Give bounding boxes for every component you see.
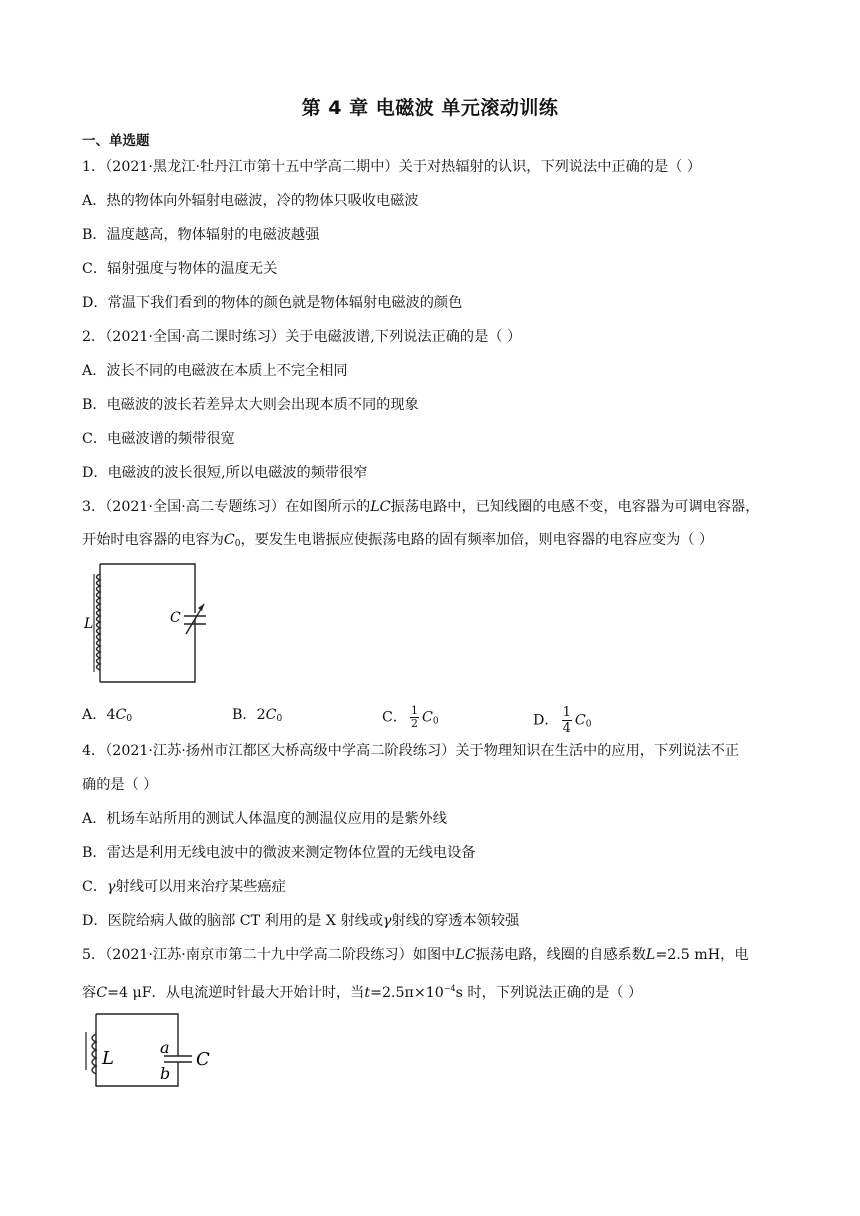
- q4-option-d: [82, 911, 519, 931]
- q3-text: 3．（2021·全国·高二专题练习）在如图所示的: [82, 499, 371, 515]
- q2-option-a: A．波长不同的电磁波在本质上不完全相同: [82, 363, 348, 379]
- option-fraction: [562, 705, 572, 736]
- q4-text: C．: [82, 879, 108, 895]
- q5-t: t: [364, 985, 371, 1001]
- option-label: D．: [533, 712, 559, 729]
- q2-option-b: B．电磁波的波长若差异太大则会出现本质不同的现象: [82, 397, 419, 413]
- q3-lc: LC: [370, 499, 391, 515]
- q5-lc: LC: [455, 947, 476, 963]
- q1-option-b: B．温度越高，物体辐射的电磁波越强: [82, 227, 320, 243]
- q3-stem-line1: [82, 497, 759, 517]
- q3-c: C: [223, 532, 235, 548]
- option-label: A．: [82, 707, 107, 723]
- q4-option-c: [82, 877, 286, 897]
- q4-text: 射线可以用来治疗某些癌症: [115, 879, 286, 895]
- q5-text: 振荡电路，线圈的自感系数: [475, 947, 646, 963]
- q3-c-sub: 0: [234, 539, 241, 549]
- option-coef: 2: [256, 707, 266, 723]
- option-sub: 0: [276, 714, 283, 724]
- q3-option-a: [82, 705, 132, 729]
- q3-option-b: [232, 705, 282, 729]
- fraction-den: 4: [562, 721, 571, 736]
- q5-circuit-figure: [80, 1010, 220, 1090]
- q3-text: 开始时电容器的电容为: [82, 532, 224, 548]
- q4-option-a: A．机场车站所用的测试人体温度的测温仪应用的是紫外线: [82, 811, 447, 827]
- option-var: C: [265, 707, 277, 723]
- q3-text: ，要发生电谐振应使振荡电路的固有频率加倍，则电容器的电容应变为（ ）: [240, 532, 714, 548]
- q5-stem-line1: [82, 945, 749, 965]
- q3-stem-line2: [82, 530, 713, 554]
- arrow-head: [198, 604, 204, 611]
- fraction-den: 2: [411, 717, 419, 730]
- q4-text: D．医院给病人做的脑部 CT 利用的是 X 射线或: [82, 913, 384, 929]
- q1-option-d: D．常温下我们看到的物体的颜色就是物体辐射电磁波的颜色: [82, 295, 463, 311]
- option-label: B．: [232, 707, 257, 723]
- gamma-symbol: γ: [107, 879, 116, 895]
- option-coef: 4: [106, 707, 116, 723]
- q1-option-a: A．热的物体向外辐射电磁波，冷的物体只吸收电磁波: [82, 193, 419, 209]
- q4-text: 射线的穿透本领较强: [391, 913, 520, 929]
- q3-text: 振荡电路中，已知线圈的电感不变，电容器为可调电容器，: [390, 499, 760, 515]
- q2-stem: 2．（2021·全国·高二课时练习）关于电磁波谱,下列说法正确的是（ ）: [82, 329, 522, 345]
- option-var: C: [574, 712, 586, 729]
- option-fraction: [410, 705, 419, 730]
- fraction-num: 1: [411, 704, 419, 717]
- option-label: C．: [382, 709, 408, 726]
- option-var: C: [422, 709, 433, 726]
- q4-stem-line2: 确的是（ ）: [82, 777, 158, 793]
- option-var: C: [115, 707, 127, 723]
- q5-exponent: −4: [443, 984, 456, 993]
- label-c: C: [196, 1049, 210, 1070]
- q3-option-c: [382, 705, 439, 732]
- q5-text: 5．（2021·江苏·南京市第二十九中学高二阶段练习）如图中: [82, 947, 456, 963]
- fraction-num: 1: [562, 705, 571, 720]
- q4-option-b: B．雷达是利用无线电波中的微波来测定物体位置的无线电设备: [82, 845, 476, 861]
- label-c: C: [170, 610, 181, 626]
- q5-c: C: [96, 985, 108, 1001]
- option-sub: 0: [432, 716, 439, 727]
- q1-option-c: C．辐射强度与物体的温度无关: [82, 261, 278, 277]
- q3-option-d: [533, 705, 591, 736]
- q5-text: =4 μF．从电流逆时针最大开始计时，当: [107, 985, 365, 1001]
- label-a: a: [160, 1038, 170, 1057]
- q5-text: 容: [82, 985, 97, 1001]
- option-sub: 0: [585, 719, 592, 730]
- q5-stem-line2: [82, 979, 642, 1003]
- q2-option-c: C．电磁波谱的频带很宽: [82, 431, 235, 447]
- gamma-symbol: γ: [383, 913, 392, 929]
- q1-stem: 1．（2021·黑龙江·牡丹江市第十五中学高二期中）关于对热辐射的认识，下列说法中正确的是（ ）: [82, 159, 702, 175]
- circuit-wire: [100, 564, 195, 682]
- q3-circuit-figure: [80, 558, 210, 688]
- page-title: 第 4 章 电磁波 单元滚动训练: [301, 97, 559, 119]
- section-heading: 一、单选题: [82, 133, 150, 149]
- q5-text: =2.5π×10: [370, 985, 444, 1001]
- label-l: L: [102, 1048, 114, 1069]
- label-b: b: [160, 1064, 171, 1083]
- label-l: L: [84, 616, 94, 632]
- option-sub: 0: [126, 714, 133, 724]
- q5-text: s 时，下列说法正确的是（ ）: [455, 985, 643, 1001]
- q5-text: =2.5 mH，电: [655, 947, 749, 963]
- q2-option-d: D．电磁波的波长很短,所以电磁波的频带很窄: [82, 465, 368, 481]
- q4-stem-line1: 4．（2021·江苏·扬州市江都区大桥高级中学高二阶段练习）关于物理知识在生活中的应用，下列说法不正: [82, 743, 740, 759]
- q5-l: L: [645, 947, 656, 963]
